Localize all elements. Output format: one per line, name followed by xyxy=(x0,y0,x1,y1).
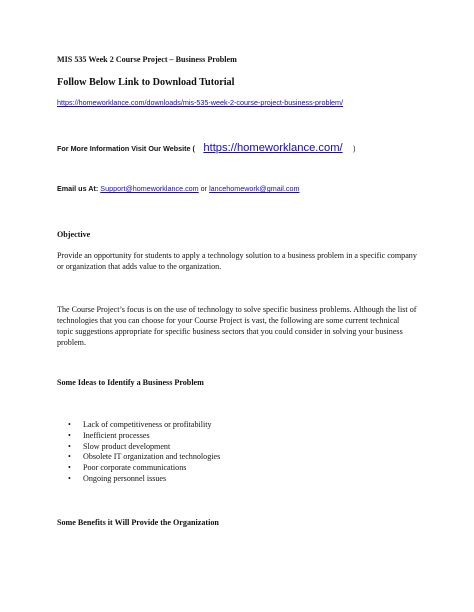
list-item: • Lack of competitiveness or profitability xyxy=(68,420,212,429)
email-line xyxy=(57,184,299,193)
bullet-icon: • xyxy=(68,441,71,451)
bullet-icon: • xyxy=(68,473,71,483)
bullet-icon: • xyxy=(68,463,71,473)
list-item: • Inefficient processes xyxy=(68,430,150,440)
list-item: • Obsolete IT organization and technologies xyxy=(68,452,221,462)
website-line xyxy=(57,138,356,158)
list-item: • Poor corporate communications xyxy=(68,463,187,473)
bullet-icon: • xyxy=(68,430,71,440)
email-label: Email us At: xyxy=(57,184,99,193)
bullet-icon: • xyxy=(68,420,71,429)
website-label: For More Information Visit Our Website ( xyxy=(57,144,195,153)
email-lance-link[interactable]: lancehomework@gmail.com xyxy=(209,184,300,193)
focus-text: The Course Project’s focus is on the use of technology to solve specific business problems. Although the list of technologies that you can choose for your Course Project is vast, the following are some current technical topic suggestions appropriate for specific business sectors that you could consider in solving your business problem. xyxy=(57,305,417,347)
list-item: • Slow product development xyxy=(68,441,171,451)
objective-heading: Objective xyxy=(57,230,91,239)
ideas-heading: Some Ideas to Identify a Business Problem xyxy=(57,378,204,387)
benefits-heading: Some Benefits it Will Provide the Organization xyxy=(57,518,219,527)
tutorial-link[interactable]: https://homeworklance.com/downloads/mis-535-week-2-course-project-business-problem/ xyxy=(57,98,344,107)
ideas-list xyxy=(57,420,220,485)
email-or: or xyxy=(200,184,208,193)
bullet-icon: • xyxy=(68,452,71,462)
objective-text: Provide an opportunity for students to apply a technology solution to a business problem in a specific company or organization that adds value to the organization. xyxy=(57,251,417,271)
website-link[interactable]: https://homeworklance.com/ xyxy=(203,142,343,154)
website-close-paren: ) xyxy=(353,144,356,153)
list-item: • Ongoing personnel issues xyxy=(68,473,167,483)
download-heading: Follow Below Link to Download Tutorial xyxy=(57,77,235,88)
document-title: MIS 535 Week 2 Course Project – Business Problem xyxy=(57,55,237,64)
email-support-link[interactable]: Support@homeworklance.com xyxy=(100,184,199,193)
